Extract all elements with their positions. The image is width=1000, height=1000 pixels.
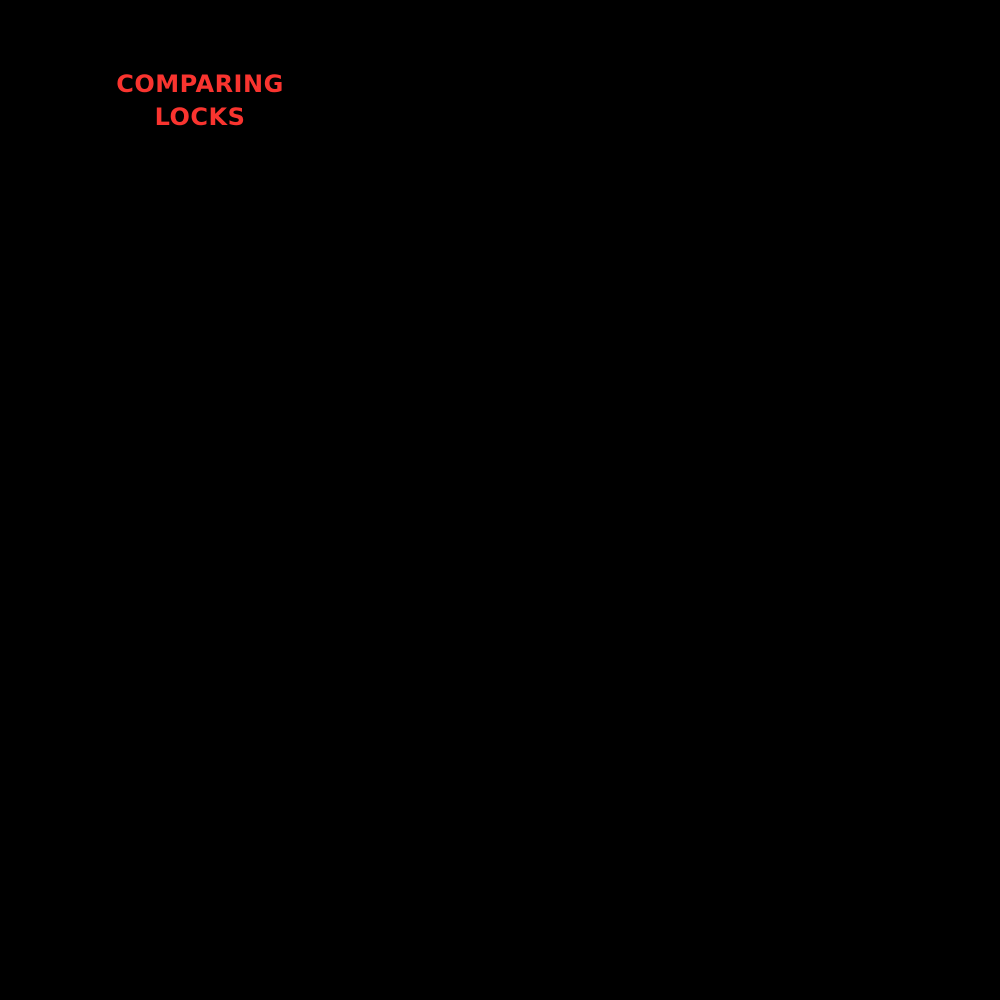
- page-title-line-2: LOCKS: [154, 103, 246, 131]
- page-title-line-1: COMPARING: [116, 70, 284, 98]
- page-title: [95, 68, 305, 134]
